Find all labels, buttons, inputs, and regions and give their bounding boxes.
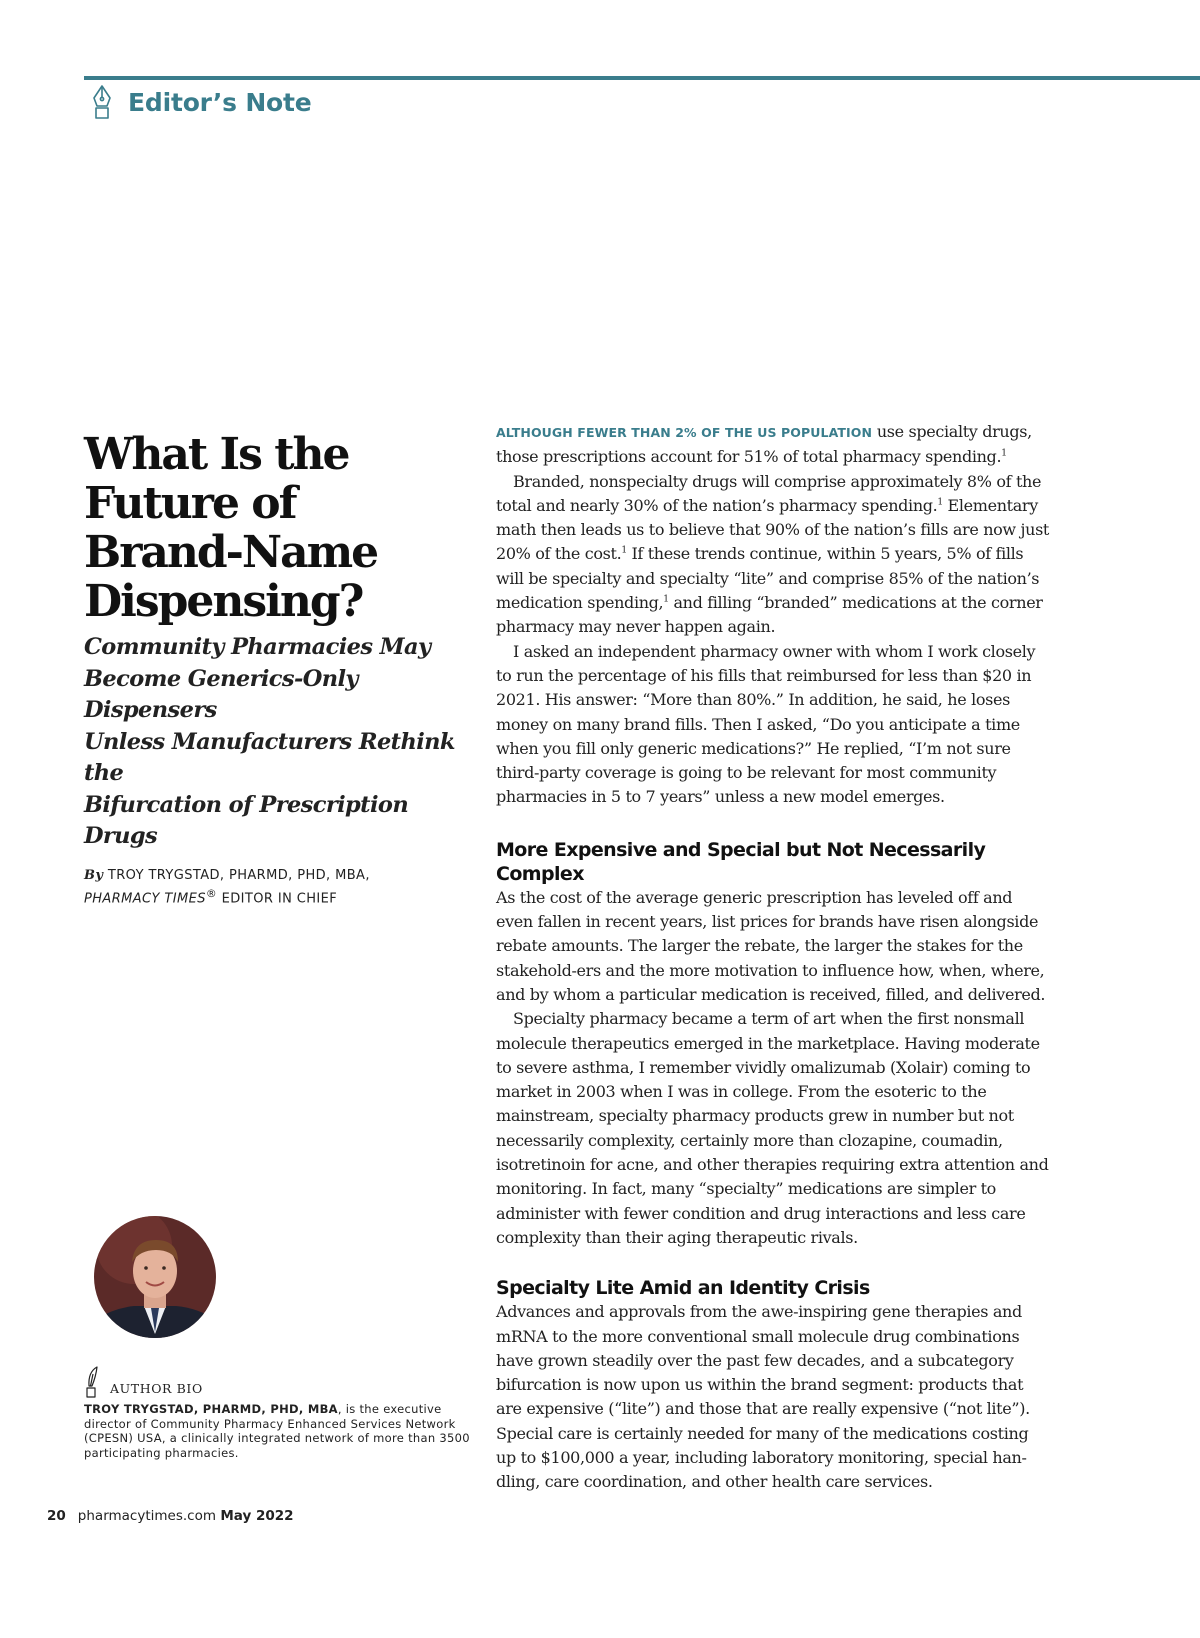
subheading: More Expensive and Special but Not Necessarily Complex — [496, 838, 986, 885]
lead-in: ALTHOUGH FEWER THAN 2% OF THE US POPULATION — [496, 425, 873, 440]
paragraph: I asked an independent pharmacy owner with whom I work closely to run the percentage of his fills that reimbursed for less than $20 in 2021. His answer: “More than 80%.” In addition, he said, he loses money on many brand fills. Then I asked, “Do you anticipate a time when you fill only generic medications?” He replied, “I’m not sure third-party coverage is going to be relevant for most community pharmacies in 5 to 7 years” unless a new model emerges. — [496, 641, 1036, 807]
section-label: Editor’s Note — [128, 87, 312, 117]
byline: By TROY TRYGSTAD, PHARMD, PHD, MBA, PHARMACY TIMES® EDITOR IN CHIEF — [84, 867, 370, 906]
author-bio — [84, 1366, 474, 1460]
article-intro — [84, 430, 484, 908]
article-body — [496, 420, 1052, 1495]
paragraph: Specialty pharmacy became a term of art when the first nonsmall molecule therapeutics emerged in the marketplace. Having moderate to severe asthma, I remember vividly omalizumab (Xolair) coming to market in 2003 when I was in college. From the esoteric to the mainstream, specialty pharmacy products grew in number but not necessarily complexity, certainly more than clozapine, coumadin, isotretinoin for acne, and other therapies requiring extra attention and monitoring. In fact, many “specialty” medications are simpler to administer with fewer condition and drug interactions and less care complexity than their aging therapeutic rivals. — [496, 1009, 1049, 1247]
author-photo — [94, 1216, 216, 1338]
author-bio-text: TROY TRYGSTAD, PHARMD, PHD, MBA, is the executive director of Community Pharmacy Enhanced Services Network (CPESN) USA, a clinically integrated network of more than 3500 participating pharmacies. — [84, 1402, 470, 1460]
paragraph: Advances and approvals from the awe-inspiring gene therapies and mRNA to the more conventional small molecule drug combinations have grown steadily over the past few decades, and a subcategory bifurcation is now upon us within the brand segment: products that are expensive (“lite”) and those that are really expensive (“not lite”). Special care is certainly needed for many of the medications costing up to $100,000 a year, including laboratory monitoring, special han-dling, care coordination, and other health care services. — [496, 1302, 1030, 1492]
dek: Community Pharmacies May Become Generics-Only Dispensers Unless Manufacturers Rethink the Bifurcation of Prescription Drugs — [84, 634, 455, 849]
paragraph: As the cost of the average generic prescription has leveled off and even fallen in recent years, list prices for brands have risen alongside rebate amounts. The larger the rebate, the larger the stakes for the stakehold-ers and the more motivation to influence how, when, where, and by whom a particular medication is received, filled, and delivered. — [496, 887, 1046, 1004]
quill-pen-icon — [84, 1366, 100, 1398]
page-number: 20 — [47, 1508, 66, 1524]
fountain-pen-nib-icon — [90, 84, 114, 120]
header-rule — [84, 76, 1200, 80]
headline: What Is the Future of Brand-Name Dispensing? — [84, 429, 378, 627]
section-tag — [90, 84, 312, 120]
author-bio-heading: AUTHOR BIO — [84, 1366, 474, 1398]
subheading: Specialty Lite Amid an Identity Crisis — [496, 1277, 870, 1300]
page-footer — [47, 1508, 294, 1524]
paragraph: ALTHOUGH FEWER THAN 2% OF THE US POPULATION use specialty drugs, those prescriptions account for 51% of total pharmacy spending.$^1$ — [496, 422, 1032, 467]
paragraph: Branded, nonspecialty drugs will comprise approximately 8% of the total and nearly 30% of the nation’s pharmacy spending.$^1$ Elementary math then leads us to believe that 90% of the nation’s fills are now just 20% of the cost.$^1$ If these trends continue, within 5 years, 5% of fills will be specialty and specialty “lite” and comprise 85% of the nation’s medication spending,$^1$ and filling “branded” medications at the corner pharmacy may never happen again. — [496, 471, 1050, 637]
issue-date: May 2022 — [220, 1508, 294, 1524]
site-url: pharmacytimes.com — [77, 1508, 217, 1524]
